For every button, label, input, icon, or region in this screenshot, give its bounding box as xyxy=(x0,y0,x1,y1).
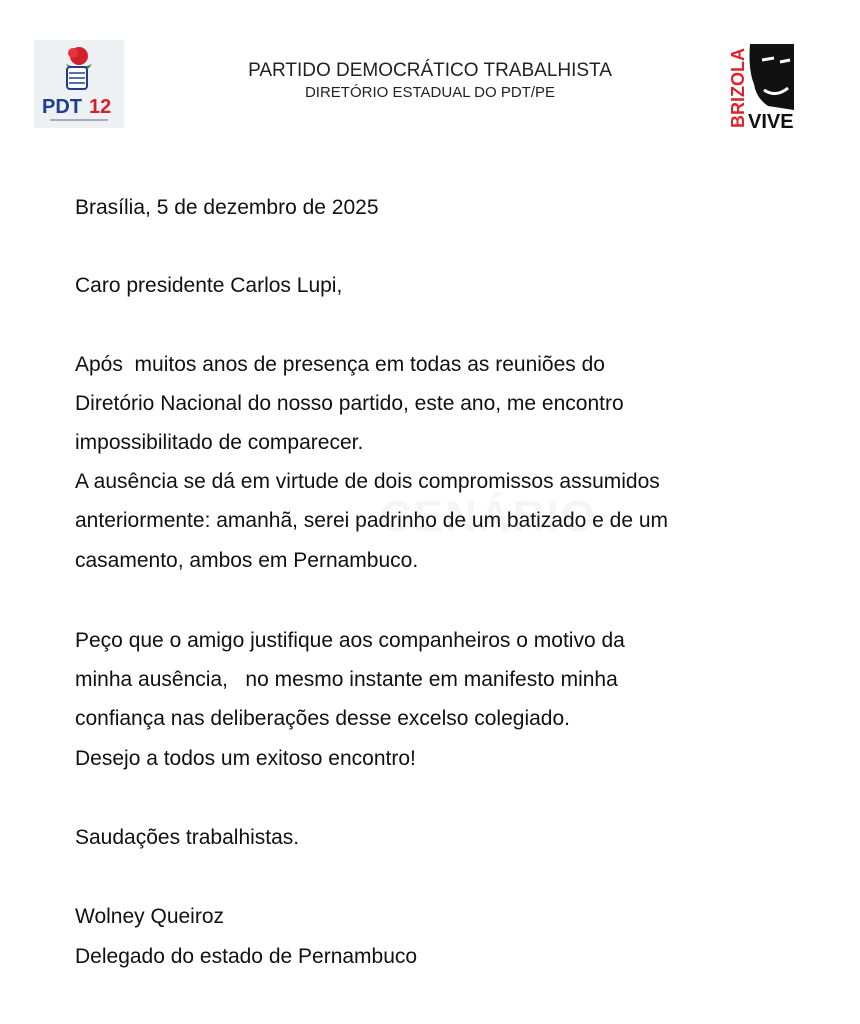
paragraph-line: anteriormente: amanhã, serei padrinho de um batizado e de um xyxy=(75,509,669,532)
signer-title: Delegado do estado de Pernambuco xyxy=(75,945,418,968)
svg-text:VIVE: VIVE xyxy=(748,111,794,130)
portrait-icon xyxy=(728,40,798,130)
svg-text:PDT: PDT xyxy=(42,96,82,118)
letter-date: Brasília, 5 de dezembro de 2025 xyxy=(75,196,379,219)
svg-text:12: 12 xyxy=(89,96,112,118)
pdt-logo xyxy=(34,40,124,128)
letter-salutation: Caro presidente Carlos Lupi, xyxy=(75,274,343,297)
svg-text:BRIZOLA: BRIZOLA xyxy=(728,48,748,128)
brizola-vive-logo xyxy=(728,40,798,130)
paragraph-line: minha ausência, no mesmo instante em manifesto minha xyxy=(75,668,618,691)
signer-name: Wolney Queiroz xyxy=(75,905,225,928)
paragraph-line: casamento, ambos em Pernambuco. xyxy=(75,549,419,572)
paragraph-line: Diretório Nacional do nosso partido, este ano, me encontro xyxy=(75,392,624,415)
directory-name: DIRETÓRIO ESTADUAL DO PDT/PE xyxy=(304,84,556,101)
paragraph-line: confiança nas deliberações desse excelso colegiado. xyxy=(75,707,570,730)
rose-fist-icon xyxy=(34,40,124,128)
party-name: PARTIDO DEMOCRÁTICO TRABALHISTA xyxy=(248,60,612,81)
paragraph-line: A ausência se dá em virtude de dois compromissos assumidos xyxy=(75,470,660,493)
paragraph-line: Após muitos anos de presença em todas as reuniões do xyxy=(75,353,605,376)
paragraph-line: Desejo a todos um exitoso encontro! xyxy=(75,747,416,770)
letter-closing: Saudações trabalhistas. xyxy=(75,826,300,849)
paragraph-line: impossibilitado de comparecer. xyxy=(75,431,364,454)
paragraph-line: Peço que o amigo justifique aos companheiros o motivo da xyxy=(75,629,625,652)
